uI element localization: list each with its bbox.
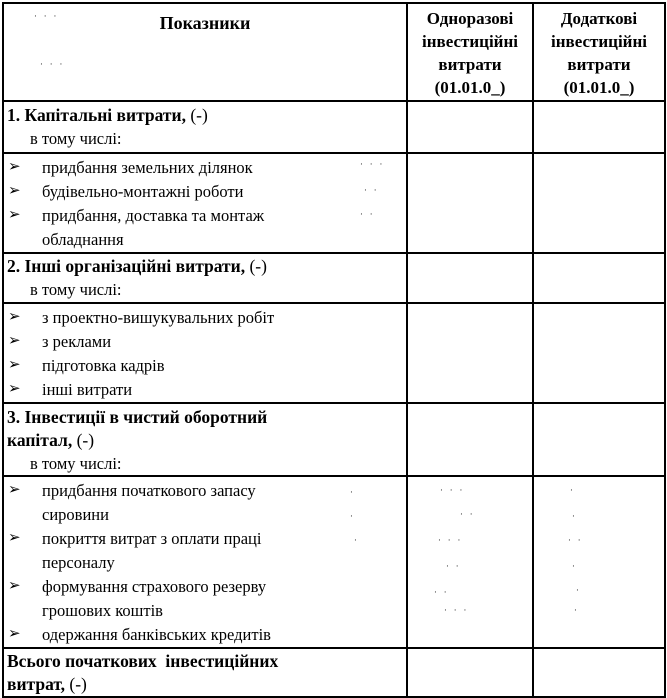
header-additional-costs: [533, 3, 665, 101]
scan-speck: · · ·: [440, 486, 465, 496]
value-cell: [533, 101, 665, 153]
list-item-continuation: обладнання: [42, 230, 124, 249]
investment-table: [2, 2, 666, 698]
value-cell: [407, 101, 533, 153]
arrow-bullet-icon: ➢: [8, 482, 21, 498]
list-item: [4, 180, 406, 204]
list-item-text: придбання початкового запасу: [42, 481, 256, 500]
value-cell: [533, 153, 665, 253]
list-item: [4, 623, 406, 647]
list-item: [4, 306, 406, 330]
section-3-title-cell: [3, 403, 407, 476]
header-col3-line: Додаткові: [560, 9, 638, 28]
header-indicators: [3, 3, 407, 101]
scan-speck: ·: [570, 486, 575, 496]
scan-speck: ·: [574, 606, 579, 616]
header-row: [3, 3, 665, 101]
scan-speck: · ·: [360, 210, 375, 220]
section-2-title-text: 2. Інші організаційні витрати,: [7, 256, 246, 276]
section-1-row: [3, 101, 665, 153]
arrow-bullet-icon: ➢: [8, 159, 21, 175]
scan-speck: ·: [350, 488, 355, 498]
section-3-items-row: [3, 476, 665, 648]
list-item: [4, 378, 406, 402]
scan-speck: ·: [576, 586, 581, 596]
section-1-items-row: [3, 153, 665, 253]
section-3-row: [3, 403, 665, 476]
list-item-text: підготовка кадрів: [42, 356, 165, 375]
arrow-bullet-icon: ➢: [8, 309, 21, 325]
total-row: [3, 648, 665, 697]
list-item: [4, 156, 406, 180]
value-cell: [533, 476, 665, 648]
scan-speck: ·: [350, 512, 355, 522]
scan-speck: ·: [354, 536, 359, 546]
arrow-bullet-icon: ➢: [8, 381, 21, 397]
total-title-cell: [3, 648, 407, 697]
list-item: [4, 575, 406, 599]
list-item-text: придбання, доставка та монтаж: [42, 206, 265, 225]
arrow-bullet-icon: ➢: [8, 530, 21, 546]
list-item: [4, 479, 406, 503]
section-1-title-cell: [3, 101, 407, 153]
section-1-items-cell: [3, 153, 407, 253]
total-title-suffix: (-): [65, 674, 87, 694]
section-1-title-suffix: (-): [185, 105, 208, 125]
list-item: [4, 330, 406, 354]
value-cell: [407, 648, 533, 697]
list-item-text: покриття витрат з оплати праці: [42, 529, 262, 548]
arrow-bullet-icon: ➢: [8, 207, 21, 223]
section-1-title: [4, 104, 406, 127]
list-item-text: з реклами: [42, 332, 112, 351]
header-one-time-costs: [407, 3, 533, 101]
section-3-items-cell: [3, 476, 407, 648]
list-item-continuation: сировини: [42, 505, 109, 524]
section-2-title-suffix: (-): [245, 256, 267, 276]
value-cell: [407, 153, 533, 253]
scan-speck: · · ·: [360, 160, 385, 170]
value-cell: [407, 476, 533, 648]
list-item-text: одержання банківських кредитів: [42, 625, 271, 644]
list-item-continuation: персоналу: [42, 553, 115, 572]
value-cell: [407, 403, 533, 476]
section-3-subtitle: в тому числі:: [30, 454, 122, 473]
list-item-text: формування страхового резерву: [42, 577, 267, 596]
scan-speck: · · ·: [438, 536, 463, 546]
list-item-text: інші витрати: [42, 380, 133, 399]
section-3-title-suffix: (-): [72, 430, 95, 450]
list-item-text: будівельно-монтажні роботи: [42, 182, 244, 201]
header-col2-line: витрати: [438, 55, 502, 74]
list-item-text: придбання земельних ділянок: [42, 158, 253, 177]
scan-speck: · ·: [568, 536, 583, 546]
total-title-line: Всього початкових інвестиційних: [7, 651, 279, 671]
section-3-title-line: [4, 429, 406, 452]
total-title-line: [4, 673, 406, 696]
header-col2-line: інвестиційні: [422, 32, 518, 51]
value-cell: [533, 253, 665, 303]
scan-speck: · · ·: [40, 60, 65, 70]
section-2-items-row: [3, 303, 665, 403]
header-col3-line: інвестиційні: [551, 32, 647, 51]
section-3-title-text: капітал,: [7, 430, 73, 450]
value-cell: [533, 303, 665, 403]
scan-speck: · · ·: [34, 12, 59, 22]
section-2-subtitle: в тому числі:: [30, 280, 122, 299]
header-col2-line: (01.01.0_): [434, 78, 506, 97]
scan-speck: · · ·: [444, 606, 469, 616]
list-item: [4, 527, 406, 551]
arrow-bullet-icon: ➢: [8, 626, 21, 642]
section-3-title-line: 3. Інвестиції в чистий оборотний: [7, 407, 268, 427]
total-title-text: витрат,: [7, 674, 66, 694]
section-2-title: [4, 255, 406, 278]
scan-speck: · ·: [364, 186, 379, 196]
list-item-continuation: грошових коштів: [42, 601, 163, 620]
header-col3-line: (01.01.0_): [563, 78, 635, 97]
header-indicators-label: Показники: [159, 13, 251, 33]
section-2-title-cell: [3, 253, 407, 303]
arrow-bullet-icon: ➢: [8, 333, 21, 349]
list-item: [4, 204, 406, 228]
scan-speck: ·: [572, 512, 577, 522]
arrow-bullet-icon: ➢: [8, 183, 21, 199]
value-cell: [533, 403, 665, 476]
value-cell: [407, 303, 533, 403]
scan-speck: ·: [572, 562, 577, 572]
header-col3-line: витрати: [567, 55, 631, 74]
section-2-items-cell: [3, 303, 407, 403]
section-2-row: [3, 253, 665, 303]
value-cell: [533, 648, 665, 697]
list-item: [4, 354, 406, 378]
list-item-text: з проектно-вишукувальних робіт: [42, 308, 275, 327]
value-cell: [407, 253, 533, 303]
header-col2-line: Одноразові: [426, 9, 514, 28]
scan-speck: · ·: [434, 588, 449, 598]
scan-speck: · ·: [460, 510, 475, 520]
section-1-title-text: 1. Капітальні витрати,: [7, 105, 186, 125]
scan-speck: · ·: [446, 562, 461, 572]
arrow-bullet-icon: ➢: [8, 578, 21, 594]
section-1-subtitle: в тому числі:: [30, 129, 122, 148]
arrow-bullet-icon: ➢: [8, 357, 21, 373]
